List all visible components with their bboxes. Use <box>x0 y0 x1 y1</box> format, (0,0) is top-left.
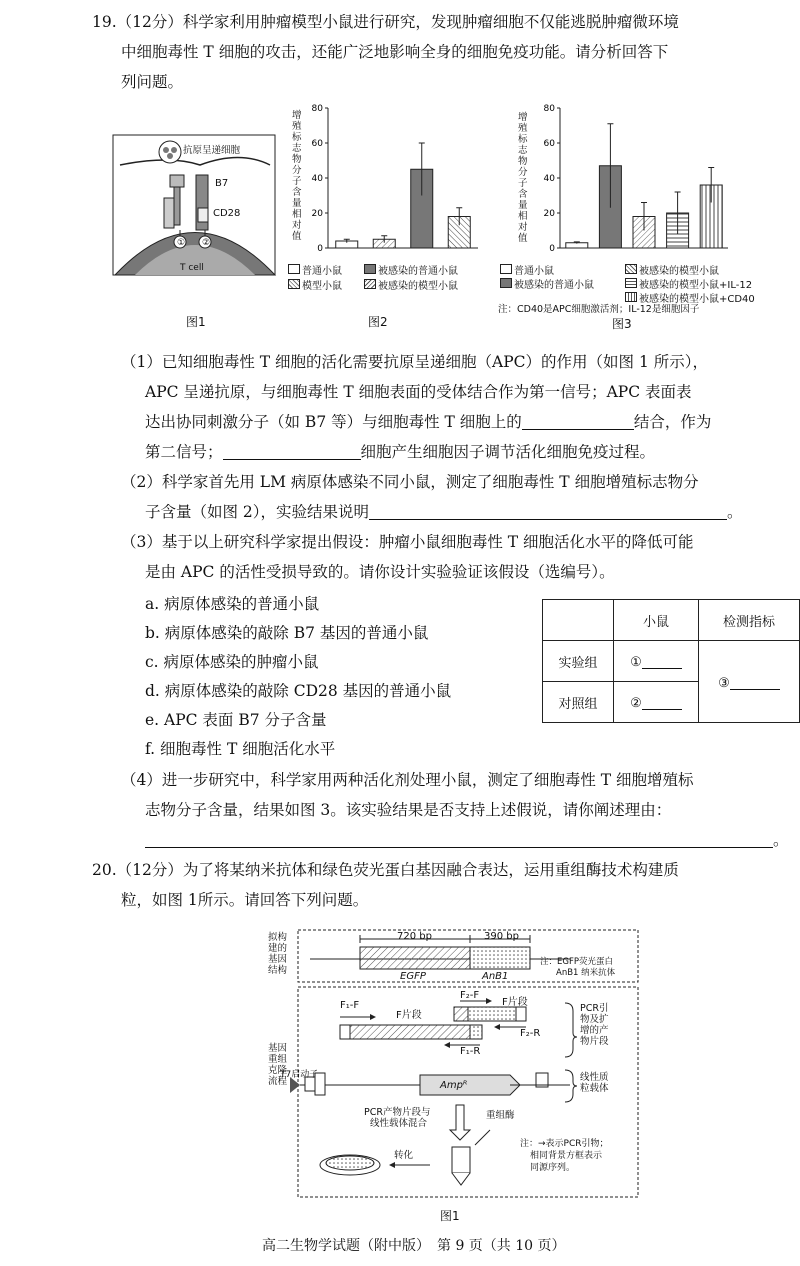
table-blank-3-line[interactable] <box>730 673 780 690</box>
fig3-tick-label-0: 0 <box>549 244 555 254</box>
q19-p1-line4-b: 细胞产生细胞因子调节活化细胞免疫过程。 <box>360 443 656 461</box>
fig2-legend-3: 被感染的模型小鼠 <box>378 281 458 292</box>
option-c: c. 病原体感染的肿瘤小鼠 <box>145 653 319 671</box>
fig3-legend-3: 被感染的模型小鼠+IL-12 <box>639 280 753 291</box>
fig2-tick-label-20: 20 <box>311 209 323 219</box>
q20-intro-line2: 粒，如图 1所示。请回答下列问题。 <box>121 891 369 909</box>
fig2-legend-2: 模型小鼠 <box>302 281 342 292</box>
q19-p1-line4 <box>145 440 655 464</box>
fig3-ylabel: 增殖标志物分子含量相对值 <box>518 112 528 244</box>
page-footer: 高二生物学试题（附中版） 第 9 页（共 10 页） <box>262 1238 566 1254</box>
q20-transform: 转化 <box>394 1150 414 1161</box>
q20-egfp: EGFP <box>400 971 426 982</box>
q20-caption: 图1 <box>440 1209 460 1223</box>
option-b: b. 病原体感染的敲除 B7 基因的普通小鼠 <box>145 624 429 642</box>
q20-left-bottom-2: 克隆 <box>268 1065 288 1076</box>
q20-left-bottom-3: 流程 <box>268 1076 288 1087</box>
fig3-tick-label-20: 20 <box>543 209 555 219</box>
fig3-legend <box>500 262 790 308</box>
fig3-tick-label-80: 80 <box>543 104 555 114</box>
fig2-legend-0: 普通小鼠 <box>302 266 342 277</box>
q20-pcr-lab-0: PCR引 <box>580 1003 609 1014</box>
q20-anb1: AnB1 <box>482 971 509 982</box>
q19-p1-line3-b: 结合，作为 <box>633 413 712 431</box>
table-blank-1-num: ① <box>630 655 642 670</box>
table-blank-2-num: ② <box>630 696 642 711</box>
q20-bp2: 390 bp <box>484 931 519 942</box>
table-blank-2[interactable] <box>614 682 699 723</box>
q20-mix-1: 线性载体混合 <box>370 1118 428 1129</box>
q19-blank-2[interactable] <box>223 443 361 460</box>
q19-p4-line3-b: 。 <box>773 831 789 849</box>
q20-f2r: F₂-R <box>520 1028 541 1039</box>
fig1-cd28-label: CD28 <box>213 208 241 219</box>
q19-p4-line3 <box>145 828 789 852</box>
q20-pcr-lab-1: 物及扩 <box>580 1014 609 1025</box>
q19-blank-3[interactable] <box>369 503 727 520</box>
q19-p2-line2 <box>145 500 743 524</box>
table-blank-2-line[interactable] <box>642 693 682 710</box>
q20-left-top-0: 拟构 <box>268 932 288 943</box>
q19-p4-line1: （4）进一步研究中，科学家用两种活化剂处理小鼠，测定了细胞毒性 T 细胞增殖标 <box>121 771 694 789</box>
fig2-tick-label-40: 40 <box>311 174 323 184</box>
fig1-antigen-label: 抗原呈递细胞 <box>183 145 241 156</box>
option-f: f. 细胞毒性 T 细胞活化水平 <box>145 740 336 758</box>
q20-left-bottom-0: 基因 <box>268 1043 288 1054</box>
q19-p1-line2: APC 呈递抗原，与细胞毒性 T 细胞表面的受体结合作为第一信号；APC 表面表 <box>145 383 692 401</box>
table-head-mouse: 小鼠 <box>614 600 699 641</box>
fig3-legend-2: 被感染的普通小鼠 <box>514 280 594 291</box>
fig2-caption: 图2 <box>368 315 388 329</box>
q19-p1-line4-a: 第二信号； <box>145 443 223 461</box>
q20-fseg2: F片段 <box>502 997 528 1008</box>
table-corner <box>543 600 614 641</box>
experiment-table <box>542 599 800 723</box>
fig3-tick-label-40: 40 <box>543 174 555 184</box>
figure-3-chart <box>512 100 732 260</box>
option-e: e. APC 表面 B7 分子含量 <box>145 711 327 729</box>
q20-left-top-1: 建的 <box>268 943 288 954</box>
q20-note1-1: AnB1 纳米抗体 <box>556 968 616 978</box>
q20-intro-line1: 20.（12分）为了将某纳米抗体和绿色荧光蛋白基因融合表达，运用重组酶技术构建质 <box>92 861 679 879</box>
fig2-tick-label-60: 60 <box>311 139 323 149</box>
q20-mix-0: PCR产物片段与 <box>364 1107 431 1118</box>
q20-amp: Ampᴿ <box>440 1080 468 1091</box>
q19-p4-line2: 志物分子含量，结果如图 3。该实验结果是否支持上述假说，请你阐述理由： <box>145 801 672 819</box>
q19-p2-line2-a: 子含量（如图 2），实验结果说明 <box>145 503 370 521</box>
table-row-experiment: 实验组 <box>543 641 614 682</box>
fig1-tcell-label: T cell <box>180 263 204 273</box>
fig3-caption: 图3 <box>612 317 632 331</box>
fig2-tick-label-0: 0 <box>317 244 323 254</box>
q20-recomb: 重组酶 <box>486 1110 515 1121</box>
q20-left-bottom-1: 重组 <box>268 1054 288 1065</box>
table-blank-1[interactable] <box>614 641 699 682</box>
q19-p3-line1: （3）基于以上研究科学家提出假设：肿瘤小鼠细胞毒性 T 细胞活化水平的降低可能 <box>121 533 694 551</box>
q19-p2-line1: （2）科学家首先用 LM 病原体感染不同小鼠，测定了细胞毒性 T 细胞增殖标志物分 <box>121 473 699 491</box>
fig2-tick-label-80: 80 <box>311 104 323 114</box>
q19-p1-line3 <box>145 410 711 434</box>
table-head-index: 检测指标 <box>699 600 800 641</box>
q20-left-top-2: 基因 <box>268 954 288 965</box>
option-d: d. 病原体感染的敲除 CD28 基因的普通小鼠 <box>145 682 452 700</box>
fig1-one-label: ① <box>177 238 186 248</box>
figure-2-chart <box>286 100 482 260</box>
q19-p1-line1: （1）已知细胞毒性 T 细胞的活化需要抗原呈递细胞（APC）的作用（如图 1 所示）， <box>121 353 709 371</box>
fig1-two-label: ② <box>202 238 211 248</box>
fig3-tick-label-60: 60 <box>543 139 555 149</box>
fig3-legend-0: 普通小鼠 <box>514 266 554 277</box>
q20-note2-1: 相同背景方框表示 <box>530 1151 603 1161</box>
q19-blank-1[interactable] <box>522 413 634 430</box>
fig2-legend-1: 被感染的普通小鼠 <box>378 266 458 277</box>
q20-bp1: 720 bp <box>397 931 432 942</box>
fig3-legend-1: 被感染的模型小鼠 <box>639 266 719 277</box>
q20-pcr-lab-2: 增的产 <box>580 1025 609 1036</box>
q20-note1-0: 注：EGFP荧光蛋白 <box>540 957 613 967</box>
q19-p3-line2: 是由 APC 的活性受损导致的。请你设计实验验证该假设（选编号）。 <box>145 563 615 581</box>
q20-lin-lab-1: 粒载体 <box>580 1083 609 1094</box>
fig3-note: 注：CD40是APC细胞激活剂；IL-12是细胞因子 <box>498 304 700 315</box>
q20-note2-0: 注：→表示PCR引物； <box>520 1139 609 1149</box>
q20-left-top-3: 结构 <box>268 965 288 976</box>
q20-pcr-lab-3: 物片段 <box>580 1036 609 1047</box>
q20-f2f: F₂-F <box>460 990 480 1001</box>
q19-intro-line3: 列问题。 <box>121 73 184 91</box>
q20-fseg: F片段 <box>396 1010 422 1021</box>
table-row-control: 对照组 <box>543 682 614 723</box>
fig3-legend-5: 被感染的模型小鼠+CD40 <box>639 294 755 305</box>
q20-t7: T7启动子 <box>280 1070 319 1080</box>
table-blank-3-num: ③ <box>718 675 730 691</box>
q19-p2-line2-b: 。 <box>727 503 743 521</box>
q19-p1-line3-a: 达出协同刺激分子（如 B7 等）与细胞毒性 T 细胞上的 <box>145 413 522 431</box>
q19-intro-line1: 19.（12分）科学家利用肿瘤模型小鼠进行研究，发现肿瘤细胞不仅能逃脱肿瘤微环境 <box>92 13 679 31</box>
q20-note2-2: 同源序列。 <box>530 1163 576 1173</box>
option-a: a. 病原体感染的普通小鼠 <box>145 595 320 613</box>
fig1-caption: 图1 <box>186 315 206 329</box>
table-blank-3[interactable] <box>699 641 800 723</box>
fig1-b7-label: B7 <box>215 178 229 189</box>
fig2-ylabel: 增殖标志物分子含量相对值 <box>292 110 302 242</box>
q20-lin-lab-0: 线性质 <box>580 1072 609 1083</box>
q19-intro-line2: 中细胞毒性 T 细胞的攻击，还能广泛地影响全身的细胞免疫功能。请分析回答下 <box>121 43 669 61</box>
table-blank-1-line[interactable] <box>642 652 682 669</box>
q20-f1f: F₁-F <box>340 1000 360 1011</box>
fig2-legend <box>288 262 528 294</box>
q19-blank-4[interactable] <box>145 831 773 848</box>
q20-f1r: F₁-R <box>460 1046 481 1057</box>
